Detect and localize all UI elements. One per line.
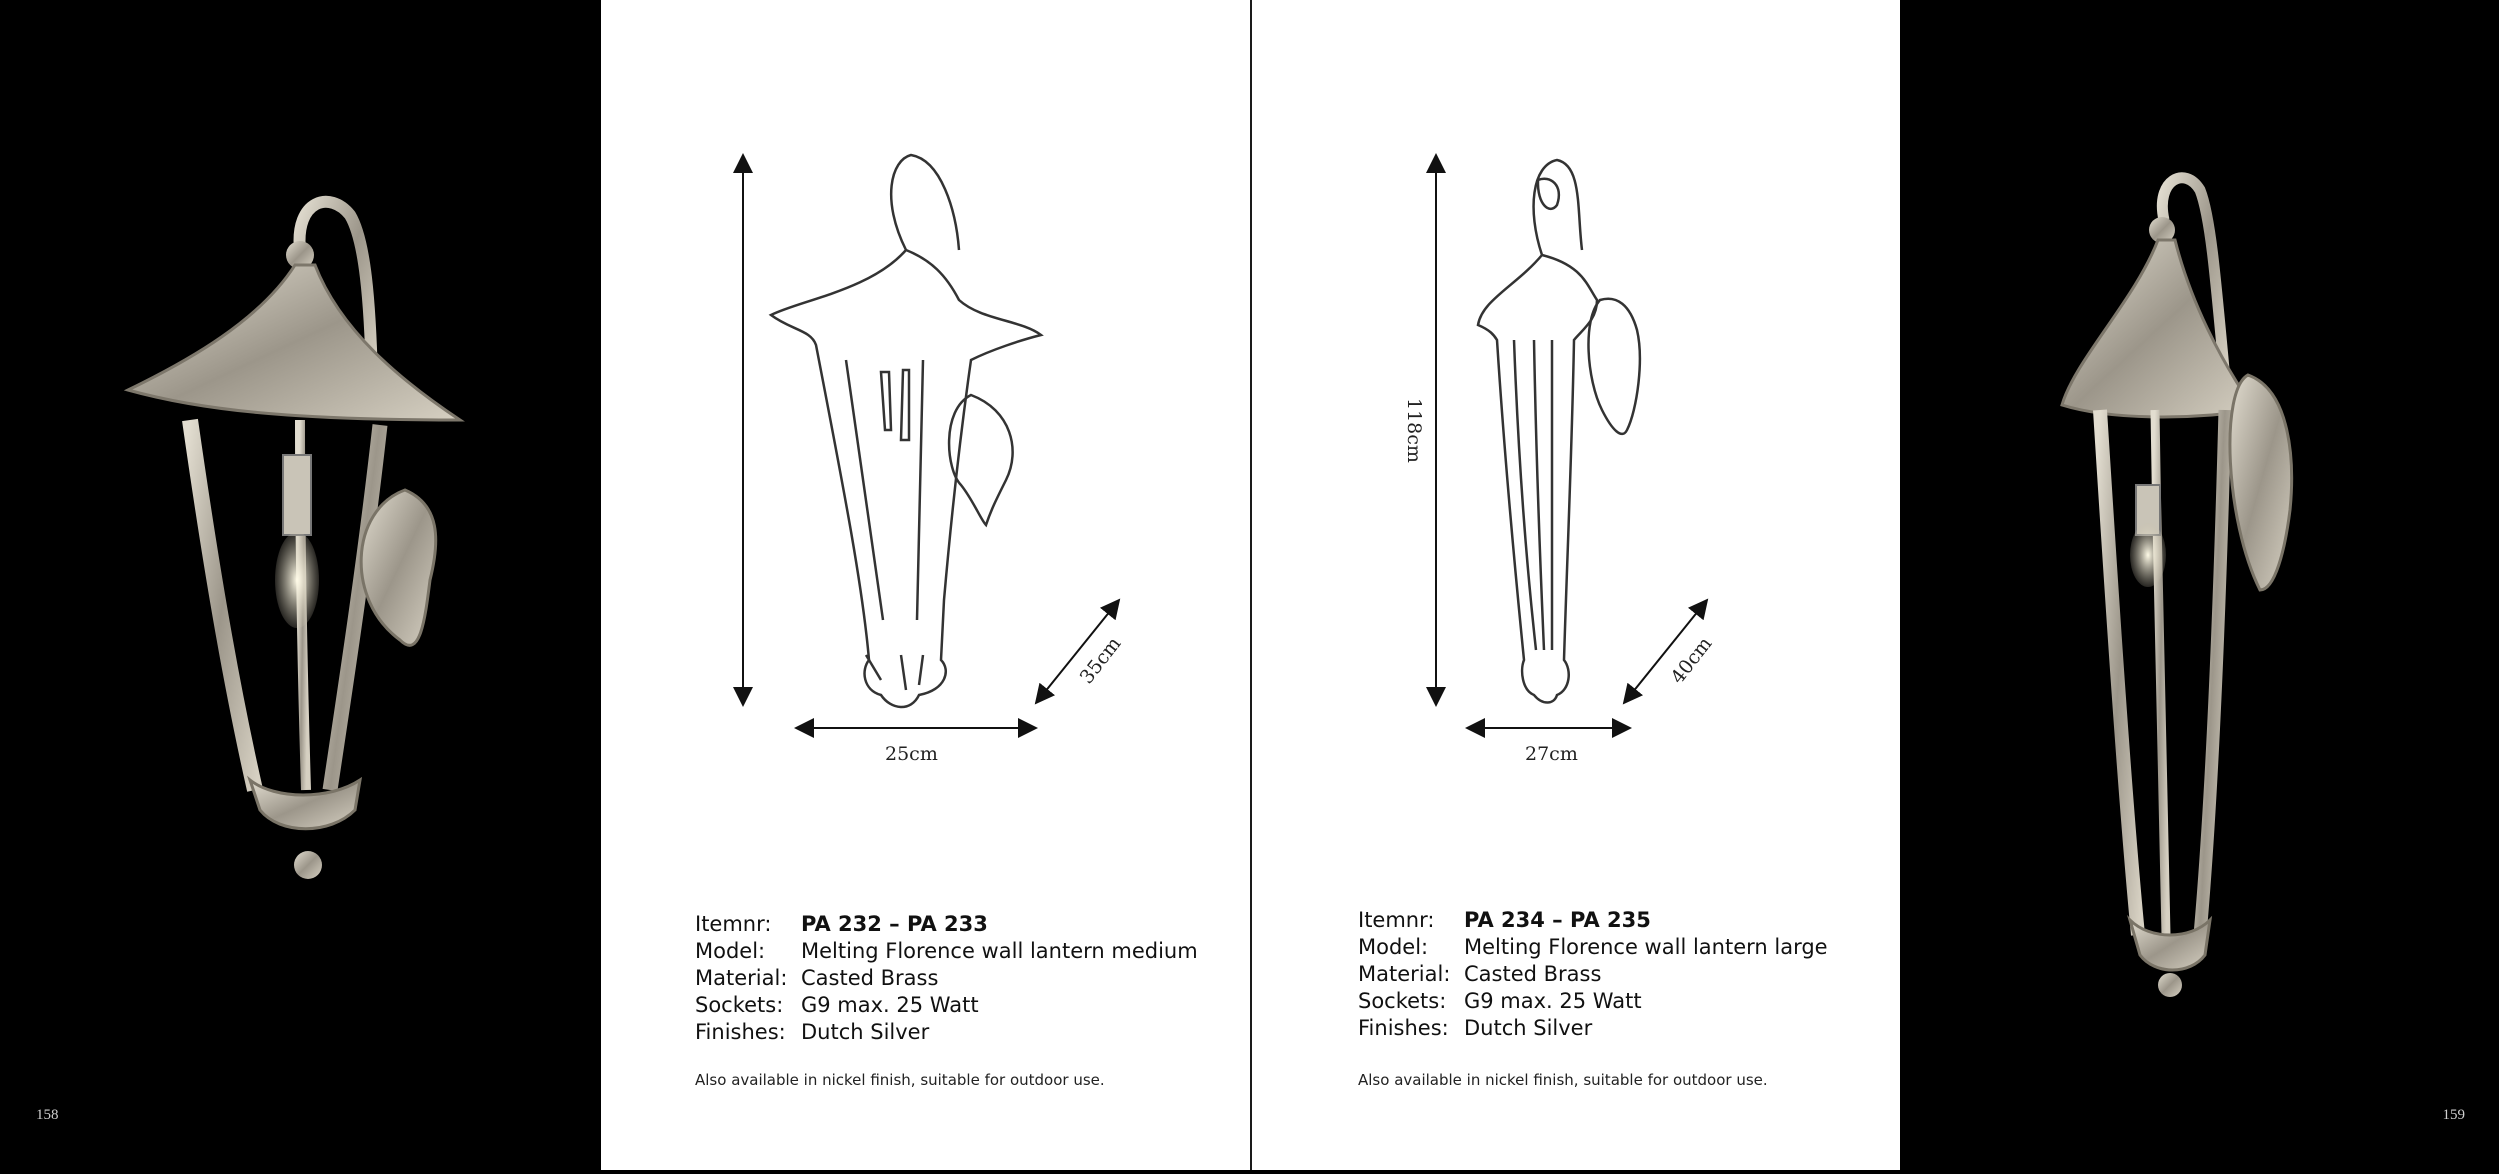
spec-row-material: [695, 965, 1198, 992]
spec-value-sockets: G9 max. 25 Watt: [1464, 989, 1642, 1013]
specs-medium: [695, 911, 1198, 1046]
lantern-medium-photo-illustration: [0, 0, 601, 1170]
spec-row-sockets: [695, 992, 1198, 1019]
spec-value-finishes: Dutch Silver: [801, 1020, 930, 1044]
spec-label: Finishes:: [1358, 1016, 1449, 1040]
spec-value-model: Melting Florence wall lantern medium: [801, 939, 1198, 963]
spec-row-itemnr: [695, 911, 1198, 938]
spec-row-model: [1358, 934, 1828, 961]
spec-row-material: [1358, 961, 1828, 988]
spec-label: Itemnr:: [695, 912, 772, 936]
spec-value-model: Melting Florence wall lantern large: [1464, 935, 1828, 959]
width-label: 25cm: [885, 743, 938, 765]
spec-value-itemnr: PA 232 – PA 233: [801, 912, 988, 936]
spec-label: Sockets:: [1358, 989, 1447, 1013]
lantern-large-photo-illustration: [1900, 0, 2499, 1170]
spec-label: Model:: [1358, 935, 1429, 959]
specs-large: [1358, 907, 1828, 1042]
spec-label: Material:: [695, 966, 788, 990]
lantern-outline-medium: [771, 155, 1041, 707]
spec-label: Material:: [1358, 962, 1451, 986]
spec-label: Model:: [695, 939, 766, 963]
product-photo-large-lantern: [1900, 0, 2499, 1170]
page-number-right: 159: [2442, 1107, 2465, 1123]
spec-label: Itemnr:: [1358, 908, 1435, 932]
spec-row-itemnr: [1358, 907, 1828, 934]
spec-label: Finishes:: [695, 1020, 786, 1044]
spec-value-material: Casted Brass: [1464, 962, 1602, 986]
height-label: 118cm: [1403, 398, 1425, 463]
width-label: 27cm: [1525, 743, 1578, 765]
product-page-medium: [601, 0, 1250, 1170]
availability-note-large: Also available in nickel finish, suitable for outdoor use.: [1358, 1071, 1768, 1089]
spec-row-sockets: [1358, 988, 1828, 1015]
spec-value-sockets: G9 max. 25 Watt: [801, 993, 979, 1017]
page-number-left: 158: [36, 1107, 59, 1123]
product-photo-medium-lantern: [0, 0, 601, 1170]
lantern-outline-large: [1478, 160, 1640, 703]
depth-label: 35cm: [1075, 632, 1126, 689]
spec-value-itemnr: PA 234 – PA 235: [1464, 908, 1651, 932]
depth-label: 40cm: [1666, 632, 1717, 689]
availability-note-medium: Also available in nickel finish, suitable for outdoor use.: [695, 1071, 1105, 1089]
spec-row-finishes: [695, 1019, 1198, 1046]
product-page-large: [1252, 0, 1900, 1170]
spec-value-finishes: Dutch Silver: [1464, 1016, 1593, 1040]
spec-label: Sockets:: [695, 993, 784, 1017]
spec-value-material: Casted Brass: [801, 966, 939, 990]
spec-row-model: [695, 938, 1198, 965]
spec-row-finishes: [1358, 1015, 1828, 1042]
